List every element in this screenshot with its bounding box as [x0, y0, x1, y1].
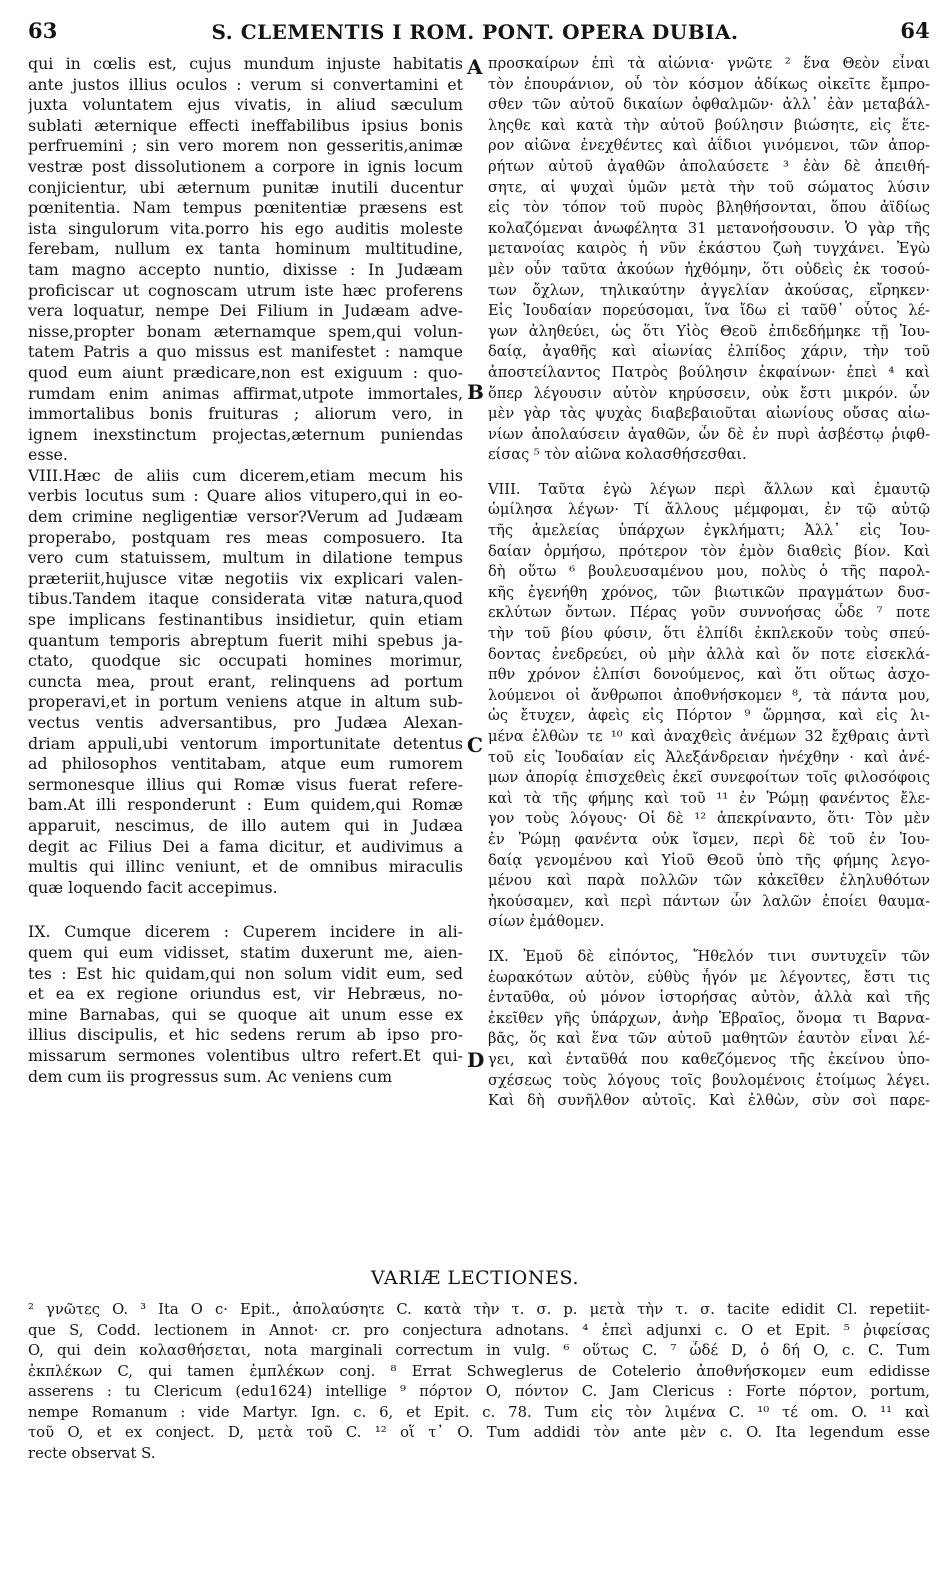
latin-text-line: ad philosophos ventitabam, atque eum rumorem: [28, 754, 463, 774]
greek-text-line: λούμενοι οἱ ἄνθρωποι ἀποθνήσκομεν ⁸, τὰ πάντα μου,: [488, 686, 930, 704]
greek-text-line: μων ἀπορίᾳ ἐπισχεθεὶς ἐκεῖ συνεφοίτων τοῖς φιλοσόφοις: [488, 769, 930, 787]
note-line: recte observat S.: [28, 1444, 156, 1462]
greek-text-line: δαίᾳ γενομένου καὶ Υἱοῦ Θεοῦ ὑπὸ τῆς φήμης λεγο-: [488, 851, 930, 869]
greek-text-line: γων ἀληθεύει, ὡς ὅτι Υἱὸς Θεοῦ ἐπιδεδήμηκε τῇ Ἰου-: [488, 322, 930, 340]
greek-text-line: σχέσεως τοὺς λόγους τοῖς βουλομένοις ἑτοίμως λέγει.: [488, 1071, 930, 1089]
greek-text-line: τὸν ἐπουράνιον, οὗ τὸν κόσμον ἀδίκως οἰκεῖτε ἔμπρο-: [488, 75, 930, 93]
greek-text-line: Καὶ δὴ συνῆλθον αὐτοῖς. Καὶ ἐλθὼν, σὺν σοὶ παρε-: [488, 1092, 930, 1110]
latin-text-line: sermonesque illius qui Romæ visus fuerat refere-: [28, 774, 463, 794]
greek-text-line: ὅπερ λέγουσιν αὐτὸν κηρύσσειν, οὐκ ἔστι μικρόν. ὧν: [488, 384, 930, 402]
latin-text-line: IX. Cumque dicerem : Cuperem incidere in ali-: [28, 922, 463, 942]
note-line: nempe Romanum : vide Martyr. Ign. c. 6, et Epit. c. 78. Tum εἰς τὸν λιμένα C. ¹⁰ τέ om. O. ¹¹ καὶ: [28, 1403, 930, 1421]
page-number-right: 64: [900, 18, 930, 43]
greek-text-line: των ὄχλων, τηλικαύτην ἀγγελίαν ἀκούσας, εἴρηκεν·: [488, 281, 930, 299]
greek-text-line: καὶ τὰ τῆς φήμης καὶ τοῦ ¹¹ ἐν Ῥώμῃ φανέντος ἔλε-: [488, 789, 930, 807]
latin-text-line: cuncta mea, prout erant, relinquens ad portum: [28, 671, 463, 691]
note-line: ² γνῶτες O. ³ Ita O c· Epit., ἀπολαύσητε C. κατὰ τὴν τ. σ. p. μετὰ τὴν τ. σ. tacite edidit Cl. repetiit-: [28, 1301, 930, 1318]
greek-text-line: ἐν Ῥώμῃ φανέντα οὐκ ἴσμεν, περὶ δὲ τοῦ ἐν Ἰου-: [488, 830, 930, 848]
greek-text-line: βᾶς, ὅς καὶ ἕνα τῶν αὐτοῦ μαθητῶν ἑαυτὸν εἶναι λέ-: [488, 1030, 930, 1048]
latin-text-line: pœnitentia. Nam tempus pœnitentiæ præsens est: [28, 198, 463, 218]
latin-text-line: mine Barnabas, qui se quoque ait unum esse ex: [28, 1004, 463, 1024]
greek-text-line: κῆς ἐγενήθη χρόνος, τῶν βιωτικῶν πραγμάτων δυσ-: [488, 583, 930, 601]
greek-text-line: είσας ⁵ τὸν αἰῶνα κολασθήσεσθαι.: [488, 446, 747, 464]
latin-text-line: esse.: [28, 445, 68, 465]
greek-text-line: μένου καὶ παρὰ πολλῶν τῶν κἀκεῖθεν ἐληλυθότων: [488, 872, 930, 890]
greek-text-line: ὡς ἔτυχεν, ἀφεὶς εἰς Πόρτον ⁹ ὥρμησα, καὶ εἰς λι-: [488, 707, 930, 725]
latin-text-line: præteriit,hujusce vitæ negotiis vix explicari valen-: [28, 568, 463, 588]
greek-text-line: σητε, αἱ ψυχαὶ ὑμῶν μετὰ τὴν τοῦ σώματος λύσιν: [488, 178, 930, 196]
latin-text-line: vestræ post dissolutionem a corpore in ignis locum: [28, 156, 463, 176]
latin-text-line: vectus ventis adversantibus, pro Judæa Alexan-: [28, 713, 463, 732]
latin-text-line: vero cum statuissem, multum in dilatione tempus: [28, 548, 463, 568]
latin-text-line: quæ loquendo facit accepimus.: [28, 877, 278, 897]
note-line: O, qui dein κολασθήσεται, nota marginali correctum in vulg. ⁶ οὕτως C. ⁷ ὧδέ D, ὁ δή O, c. C. Tum: [28, 1342, 930, 1359]
latin-text-line: ctato, quodque sic occupati homines morimur,: [28, 651, 463, 671]
latin-text-line: proficiscar ut cognoscam utrum iste hæc proferens: [28, 280, 463, 300]
latin-text-line: degit ac Filius Dei a fama dicitur, et audivimus a: [28, 836, 463, 856]
latin-text-line: verbis locutus sum : Quare alios vitupero,qui in eo-: [28, 486, 463, 506]
greek-text-line: δὴ οὕτω ⁶ βουλευσαμένου μου, πολὺς ὁ τῆς παρολ-: [488, 563, 930, 581]
greek-text-line: γον τοὺς λόγους· Οἱ δὲ ¹² ἀπεκρίναντο, ὅτι· Τὸν μὲν: [488, 810, 930, 828]
paragraph-gap: [28, 898, 463, 922]
note-line: τοῦ O, et ex conject. D, μετὰ τοῦ C. ¹² οἵ τ᾽ O. Tum addidi τὸν ante μὲν c. O. Ita legendum esse: [28, 1424, 930, 1441]
note-line: ἐκπλέκων C, qui tamen ἐμπλέκων conj. ⁸ Errat Schweglerus de Cotelerio ἀποθνήσκομεν eum edidisse: [28, 1362, 930, 1380]
variant-readings-notes: [28, 1300, 930, 1464]
variae-lectiones-title: VARIÆ LECTIONES.: [370, 1267, 580, 1289]
latin-text-line: bam.At illi responderunt : Eum quidem,qui Romæ: [28, 795, 463, 815]
greek-text-line: VIII. Ταῦτα ἐγὼ λέγων περὶ ἄλλων καὶ ἐμαυτῷ: [488, 480, 930, 498]
latin-text-line: nisse,propter bonam æternamque spem,qui volun-: [28, 321, 463, 341]
latin-text-line: quod eum aiunt prædicare,non est exiguum : quo-: [28, 362, 463, 382]
greek-text-line: ρον αἰῶνα ἐνεχθέντες καὶ ἀΐδιοι γινόμενοι, τῶν ἀπορ-: [488, 137, 930, 155]
greek-text-line: ληςθε καὶ κατὰ τὴν αὐτοῦ βούλησιν βιώσητε, εἰς ἕτε-: [488, 116, 930, 134]
greek-text-line: ἐκεῖθεν γῆς ὑπάρχων, ἀνὴρ Ἑβραῖος, ὄνομα τι Βαρνα-: [488, 1009, 930, 1027]
latin-text-line: rumdam enim animas affirmat,utpote immortales,: [28, 383, 463, 403]
latin-column: [28, 54, 463, 1087]
greek-text-line: Εἰς Ἰουδαίαν πορεύσομαι, ἵνα ἴδω εἰ ταῦθ᾽ οὗτος λέ-: [488, 302, 930, 320]
latin-text-line: ignem inexstinctum projectas,æternum puniendas: [28, 424, 463, 444]
latin-text-line: properavi,et in portum veniens atque in altum sub-: [28, 692, 463, 712]
greek-text-line: τοῦ εἰς Ἰουδαίαν εἰς Ἀλεξάνδρειαν ἠνέχθην · καὶ ἀνέ-: [488, 748, 930, 766]
greek-text-line: εἰς τὸν τόπον τοῦ πυρὸς βληθήσονται, ὅπου ἀϊδίως: [488, 199, 930, 217]
paragraph-gap: [488, 933, 930, 947]
latin-text-line: ferebam, nullum ex tanta hominum multitudine,: [28, 239, 463, 259]
margin-letter-a: A: [467, 55, 483, 79]
latin-text-line: missarum sermones volentibus ultro refert.Et qui-: [28, 1045, 463, 1065]
latin-text-line: driam appuli,ubi ventorum importunitate detentus: [28, 733, 463, 753]
paragraph-gap: [488, 466, 930, 480]
margin-letter-c: C: [467, 733, 483, 757]
latin-text-line: spe implicans festinantibus insidietur, quin etiam: [28, 610, 463, 630]
latin-text-line: perfruemini ; sin vero morem non gesseritis,animæ: [28, 136, 463, 156]
latin-text-line: ista singulorum vita.porro his ego auditis moleste: [28, 218, 463, 238]
greek-text-line: νίων ἀπολαύσειν ἀγαθῶν, ὧν δὲ ἐν πυρὶ ἀσβέστῳ ῥιφθ-: [488, 425, 930, 443]
greek-text-line: κολαζόμεναι ἀνωφέλητα 31 μετανοήσουσιν. Ὁ γὰρ τῆς: [488, 219, 930, 237]
greek-text-line: δοντας ἐνεδρεύει, οὐ μὴν ἀλλὰ καὶ ὅν ποτε εἰσεκλά-: [488, 645, 930, 663]
latin-text-line: quantum temporis abreptum fuerit mihi spebus ja-: [28, 630, 463, 650]
running-title: S. CLEMENTIS I ROM. PONT. OPERA DUBIA.: [211, 20, 739, 44]
latin-text-line: quem qui eum vidisset, statim duxerunt me, aien-: [28, 942, 463, 962]
latin-text-line: immortalibus bonis fruituras ; aliorum vero, in: [28, 404, 463, 424]
latin-text-line: tam magno accepto nuntio, dixisse : In Judæam: [28, 259, 463, 279]
latin-text-line: tibus.Tandem itaque considerata vitæ natura,quod: [28, 589, 463, 609]
greek-text-line: ἀποστείλαντος Πατρὸς βούλησιν ἐκφαίνων· ἐπεὶ ⁴ καὶ: [488, 363, 930, 381]
greek-text-line: δαίᾳ, ἀγαθῆς καὶ αἰωνίας ἐλπίδος χάριν, τὴν τοῦ: [488, 343, 930, 361]
latin-text-line: tatem Patris a quo missus est manifestet : namque: [28, 342, 463, 362]
greek-text-line: γει, καὶ ἐνταῦθά που καθεζόμενος τῆς ἐκείνου ὑπο-: [488, 1050, 930, 1068]
latin-text-line: dem crimine negligentiæ versor?Verum ad Judæam: [28, 507, 463, 527]
latin-text-line: et ea ex regione oriundus est, vir Hebræus, no-: [28, 984, 463, 1004]
greek-column: [488, 54, 930, 1112]
greek-text-line: δαίαν ὁρμήσω, πρότερον τὸν ἐμὸν διαθεὶς βίον. Καὶ: [488, 542, 930, 560]
greek-text-line: ἑωρακότων αὐτὸν, εὐθὺς ἦγόν με λέγοντες, ἔστι τις: [488, 968, 930, 986]
latin-text-line: sublati æternique effecti ineffabilibus ipsius bonis: [28, 115, 463, 135]
margin-letter-b: B: [467, 380, 484, 404]
greek-text-line: σίων ἐμάθομεν.: [488, 913, 605, 931]
latin-text-line: illius discipulis, et hic sedens rerum ab ipso pro-: [28, 1025, 463, 1045]
greek-text-line: μὲν γὰρ τὰς ψυχὰς διαβεβαιοῦται αἰωνίους οὔσας αἰω-: [488, 405, 930, 423]
latin-text-line: juxta voluntatem ejus vivatis, in aliud sæculum: [28, 95, 463, 115]
greek-text-line: σθεν τῶν αὐτοῦ δικαίων ὀφθαλμῶν· ἀλλ᾽ ἐὰν μεταβάλ-: [488, 96, 930, 114]
latin-text-line: VIII.Hæc de aliis cum dicerem,etiam mecum his: [28, 465, 463, 485]
latin-text-line: tes : Est hic quidam,qui non solum vidit eum, sed: [28, 963, 463, 983]
greek-text-line: τὴν τοῦ βίου φύσιν, ὅτι ἐλπίδι ἐκπλεκοῦν τοὺς σπεύ-: [488, 625, 930, 643]
latin-text-line: ante justos illius oculos : verum si convertamini et: [28, 74, 463, 94]
greek-text-line: προσκαίρων ἐπὶ τὰ αἰώνια· γνῶτε ² ἕνα Θεὸν εἶναι: [488, 55, 930, 72]
latin-text-line: dem cum iis progressus sum. Ac veniens cum: [28, 1066, 393, 1086]
note-line: asserens : tu Clericum (edu1624) intellige ⁹ πόρτον O, πόντον C. Jam Clericus : Forte πόρτον, portum,: [28, 1383, 930, 1400]
note-line: que S, Codd. lectionem in Annot· cr. pro conjectura adnotans. ⁴ ἐπεὶ adjunxi c. O et Epit. ⁵ ῥιφείσας: [28, 1321, 930, 1339]
greek-text-line: ὡμίλησα λέγων· Τί ἄλλους μέμφομαι, ἐν τῷ αὐτῷ: [488, 501, 930, 519]
latin-text-line: qui in cœlis est, cujus mundum injuste habitatis: [28, 54, 463, 73]
margin-letter-d: D: [467, 1048, 485, 1072]
latin-text-line: vera loquatur, nempe Dei Filium in Judæam adve-: [28, 301, 463, 321]
greek-text-line: μετανοίας καιρὸς ἡ νῦν ἑκάστου ζωὴ τυγχάνει. Ἐγὼ: [488, 240, 930, 258]
greek-text-line: IX. Ἐμοῦ δὲ εἰπόντος, Ἤθελόν τινι συντυχεῖν τῶν: [488, 947, 930, 965]
greek-text-line: τῆς ἀμελείας ὑπάρχων ἐγκλήματι; Ἀλλ᾽ εἰς Ἰου-: [488, 522, 930, 540]
latin-text-line: conjicientur, ubi æternum punitæ inutili ducentur: [28, 177, 463, 197]
greek-text-line: ἐνταῦθα, οὐ μόνον ἱστορήσας αὐτὸν, ἀλλὰ καὶ τῆς: [488, 989, 930, 1007]
greek-text-line: ἠκούσαμεν, καὶ περὶ πάντων ὧν λαλῶν ἐποίει θαυμα-: [488, 892, 930, 910]
greek-text-line: μένα ἐλθὼν τε ¹⁰ καὶ ἀναχθεὶς ἀνέμων 32 ἔχθραις ἀντὶ: [488, 728, 930, 745]
latin-text-line: properabo, postquam res meas composuero. Ita: [28, 527, 463, 547]
greek-text-line: μὲν οὖν ταῦτα ἀκούων ἠχθόμην, ὅτι οὐδεὶς ἐκ τοσού-: [488, 260, 930, 278]
latin-text-line: apparuit, nescimus, de illo autem qui in Judæa: [28, 815, 463, 835]
greek-text-line: εκλύτων ὄντων. Πέρας γοῦν συννοήσας ὧδε ⁷ ποτε: [488, 604, 930, 622]
page-number-left: 63: [28, 18, 58, 43]
latin-text-line: multis qui illinc veniunt, et de omnibus miraculis: [28, 857, 463, 877]
greek-text-line: ρήτων αὐτοῦ ἀγαθῶν ἀπολαύσετε ³ ἐὰν δὲ ἀπειθή-: [488, 157, 930, 175]
greek-text-line: πθν χρόνον ἐλπίσι δονούμενος, καὶ ὅτι οὕτως ἀσχο-: [488, 666, 930, 684]
